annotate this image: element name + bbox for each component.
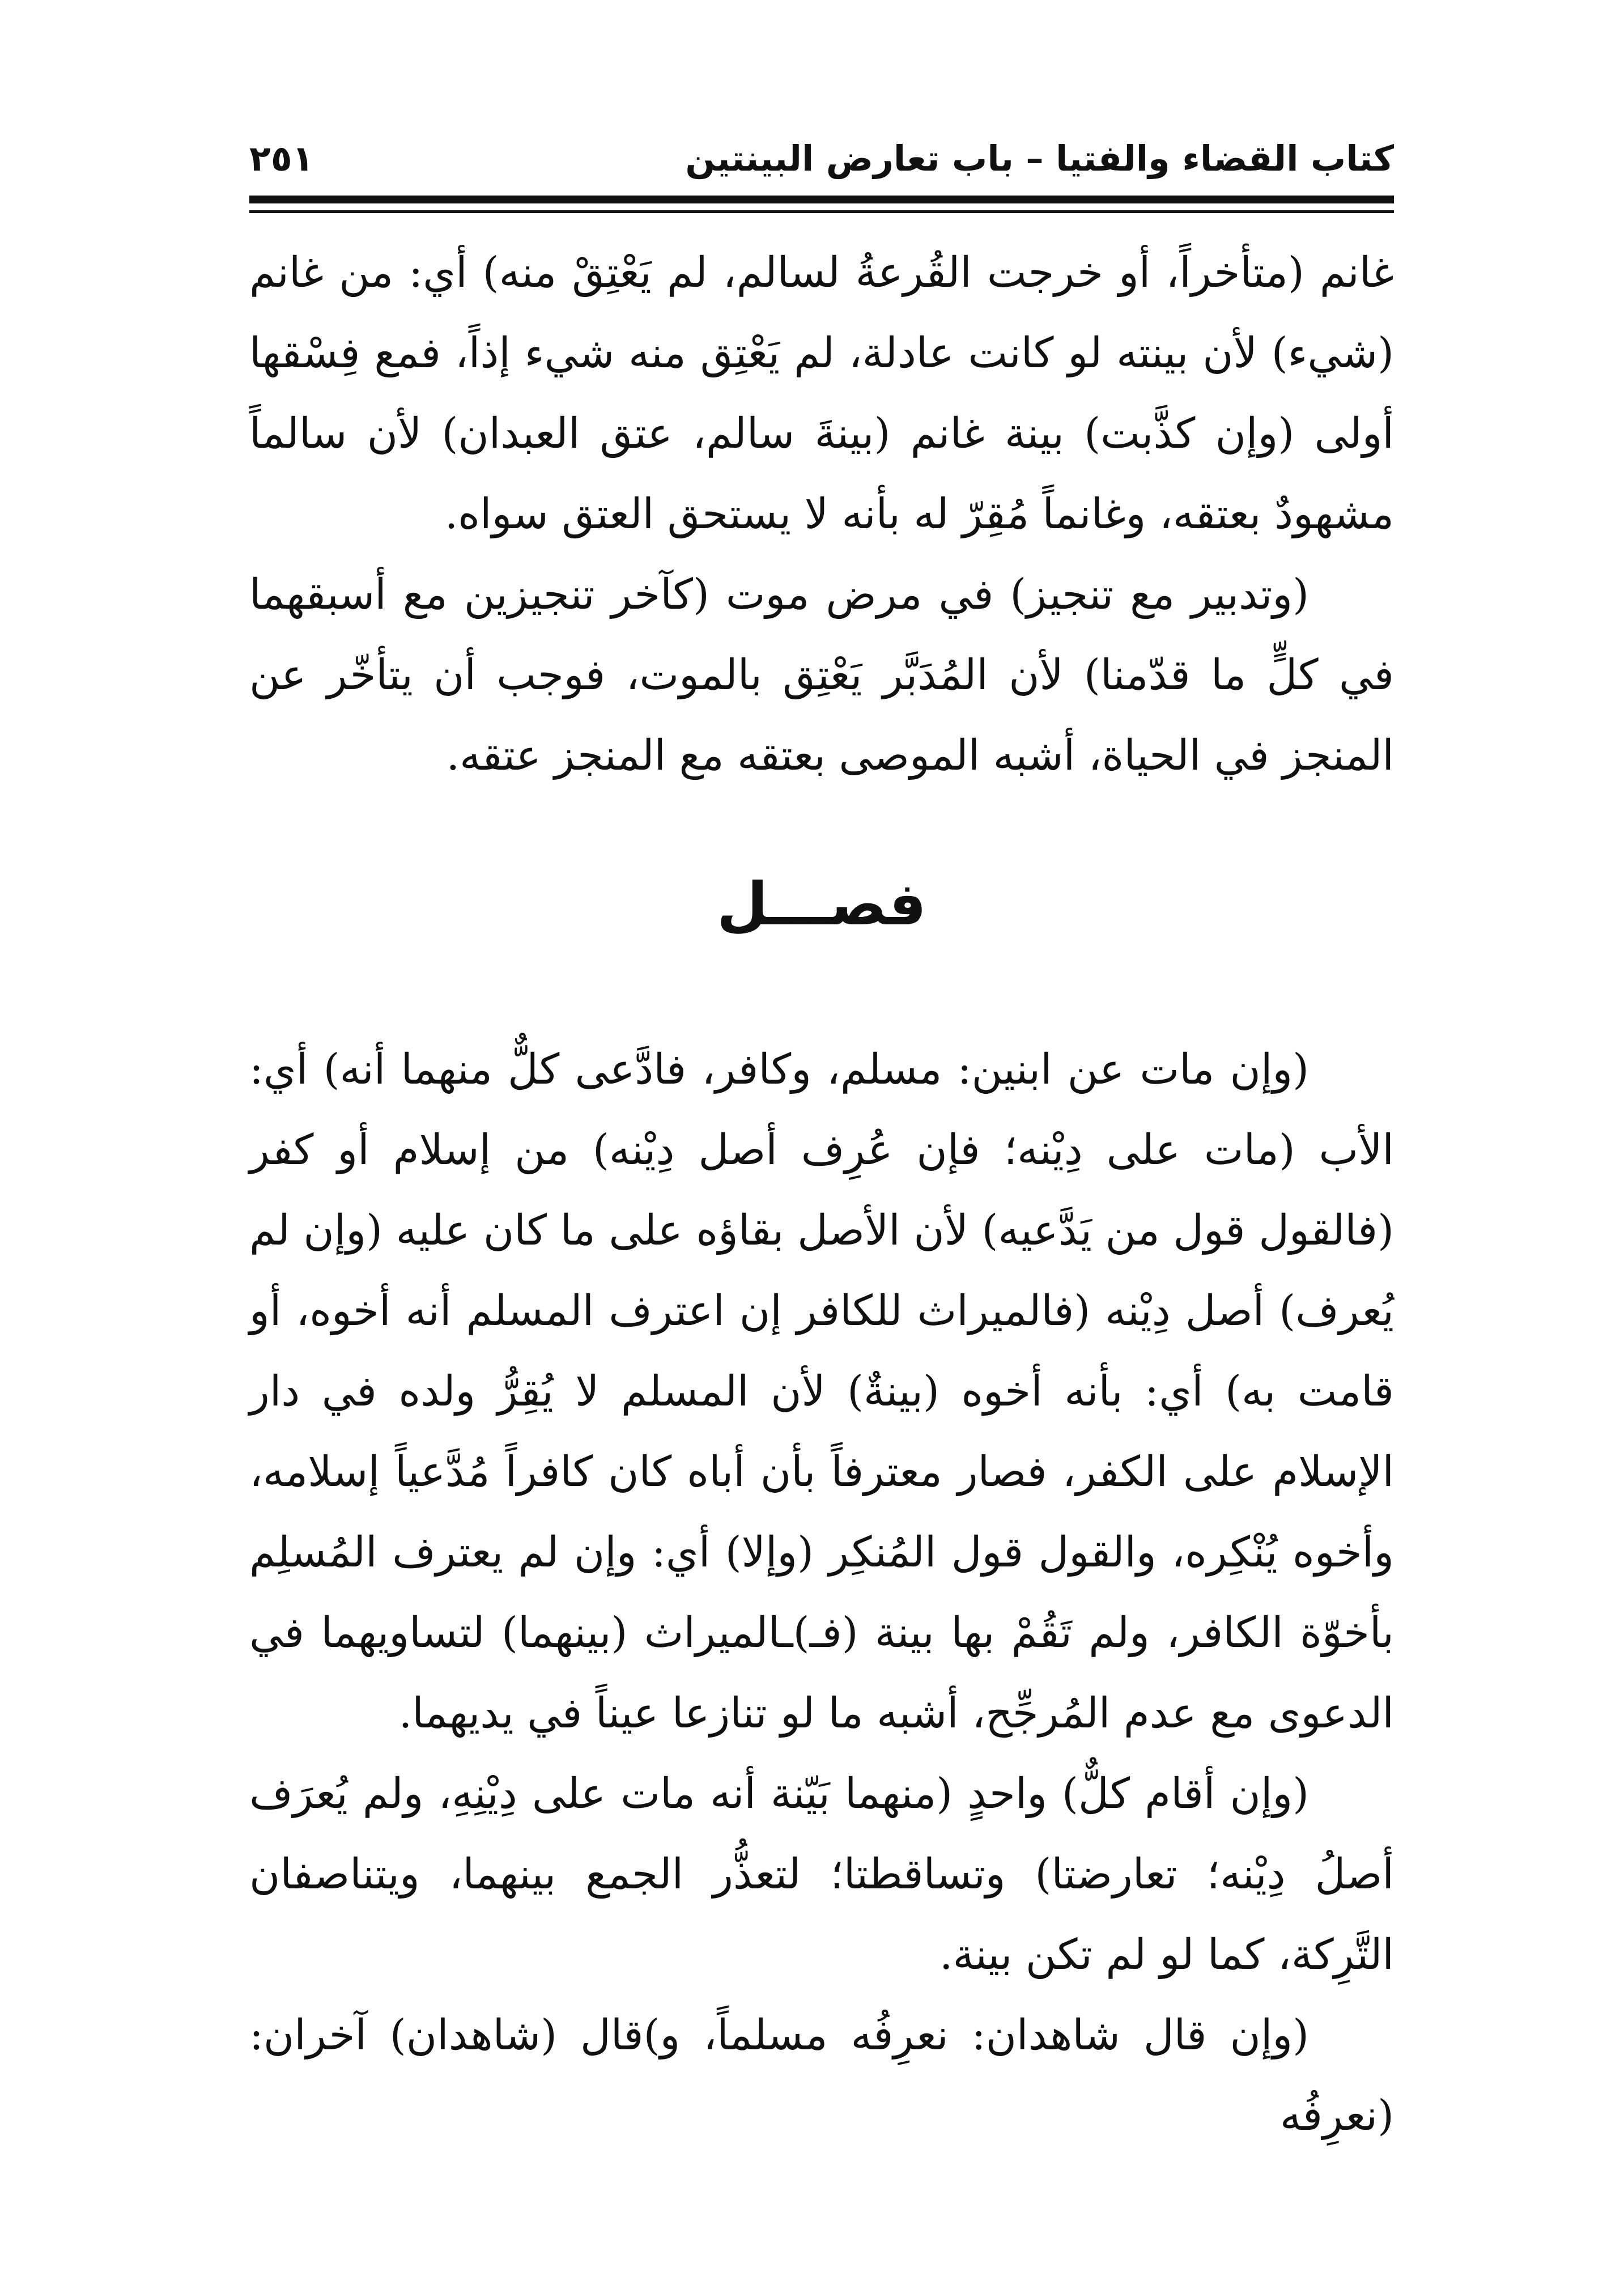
body-text [249, 232, 1394, 2156]
paragraph-4: (وإن أقام كلٌّ) واحدٍ (منهما بَيّنة أنه مات على دِيْنِهِ، ولم يُعرَف أصلُ دِيْنه؛ تعارضتا) وتساقطتا؛ لتعذُّر الجمع بينهما، ويتناصفان التَّرِكة، كما لو لم تكن بينة. [249, 1769, 1394, 1979]
paragraph-3: (وإن مات عن ابنين: مسلم، وكافر، فادَّعى كلٌّ منهما أنه) أي: الأب (مات على دِيْنه؛ فإن عُرِف أصل دِيْنه) من إسلام أو كفر (فالقول قول من يَدَّعيه) لأن الأصل بقاؤه على ما كان عليه (وإن لم يُعرف) أصل دِيْنه (فالميراث للكافر إن اعترف المسلم أنه أخوه، أو قامت به) أي: بأنه أخوه (بينةٌ) لأن المسلم لا يُقِرُّ ولده في دار الإسلام على الكفر، فصار معترفاً بأن أباه كان كافراً مُدَّعياً إسلامه، وأخوه يُنْكِره، والقول قول المُنكِر (وإلا) أي: وإن لم يعترف المُسلِم بأخوّة الكافر، ولم تَقُمْ بها بينة (فـ)ـالميراث (بينهما) لتساويهما في الدعوى مع عدم المُرجِّح، أشبه ما لو تنازعا عيناً في يديهما. [249, 1045, 1394, 1738]
header-title: كتاب القضاء والفتيا – باب تعارض البينتين [685, 138, 1394, 179]
paragraph-2: (وتدبير مع تنجيز) في مرض موت (كآخر تنجيزين مع أسبقهما في كلٍّ ما قدّمنا) لأن المُدَبَّر يَعْتِق بالموت، فوجب أن يتأخّر عن المنجز في الحياة، أشبه الموصى بعتقه مع المنجز عتقه. [249, 570, 1394, 780]
paragraph-1: غانم (متأخراً، أو خرجت القُرعةُ لسالم، لم يَعْتِقْ منه) أي: من غانم (شيء) لأن بينته لو كانت عادلة، لم يَعْتِق منه شيء إذاً، فمع فِسْقها أولى (وإن كذَّبت) بينة غانم (بينةَ سالم، عتق العبدان) لأن سالماً مشهودٌ بعتقه، وغانماً مُقِرّ له بأنه لا يستحق العتق سواه. [249, 248, 1394, 538]
page-number: ٢٥١ [249, 138, 314, 179]
running-header [249, 130, 1394, 187]
section-heading: فصـــل [716, 869, 927, 939]
paragraph-5: (وإن قال شاهدان: نعرِفُه مسلماً، و)قال (شاهدان) آخران: (نعرِفُه [249, 2011, 1394, 2140]
header-rule-thin [249, 210, 1394, 213]
header-rule-thick [249, 196, 1394, 203]
